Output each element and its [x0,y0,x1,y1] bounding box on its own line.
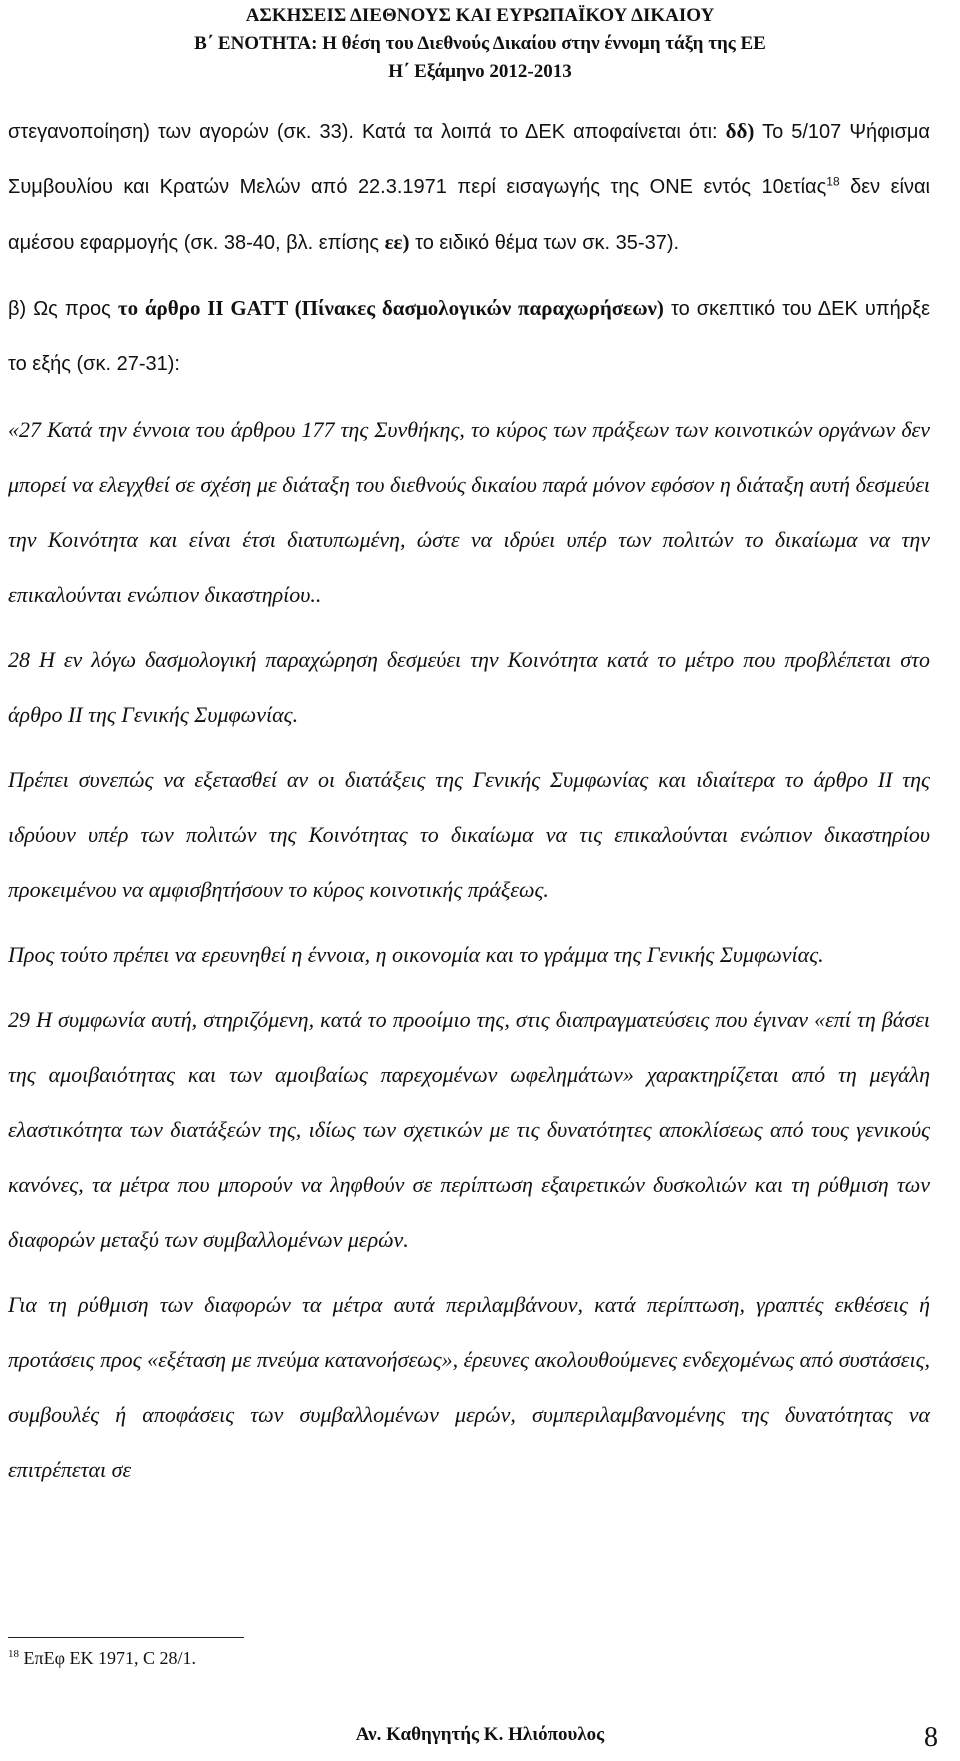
footnote-text: ΕπΕφ ΕΚ 1971, C 28/1. [19,1648,196,1668]
paragraph-gatt: β) Ως προς το άρθρο ΙΙ GATT (Πίνακες δασμολογικών παραχωρήσεων) το σκεπτικό του ΔΕΚ υπήρξε το εξής (σκ. 27-31): [8,296,930,375]
page-number: 8 [924,1722,938,1753]
bold-marker-ee: εε) [384,230,410,254]
bold-marker-dd: δδ) [725,119,755,143]
quote-paragraph: Πρέπει συνεπώς να εξετασθεί αν οι διατάξεις της Γενικής Συμφωνίας και ιδιαίτερα το άρθρο ΙΙ της ιδρύουν υπέρ των πολιτών της Κοινότητας το δικαίωμα να τις επικαλούνται ενώπιον δικαστηρίου προκειμένου να αμφισβητήσουν το κύρος κοινοτικής πράξεως. [8,767,930,902]
footnote-ref-18[interactable]: 18 [826,174,840,189]
running-header [0,0,960,86]
quote-paragraph: 29 Η συμφωνία αυτή, στηριζόμενη, κατά το προοίμιο της, στις διαπραγματεύσεις που έγιναν «επί τη βάσει της αμοιβαιότητας και των αμοιβαίως παρεχομένων ωφελημάτων» χαρακτηρίζεται από τη μεγάλη ελαστικότητα των διατάξεών της, ιδίως των σχετικών με τις δυνατότητες αποκλίσεως από τους γενικούς κανόνες, τα μέτρα που μπορούν να ληφθούν σε περίπτωση εξαιρετικών δυσκολιών και τη ρύθμιση των διαφορών μεταξύ των συμβαλλομένων μερών. [8,1007,930,1252]
bold-gatt-heading: το άρθρο ΙΙ GATT (Πίνακες δασμολογικών παραχωρήσεων) [117,296,664,320]
footer-author: Αν. Καθηγητής Κ. Ηλιόπουλος [355,1724,605,1745]
quote-paragraph: Προς τούτο πρέπει να ερευνηθεί η έννοια, η οικονομία και το γράμμα της Γενικής Συμφωνίας. [8,942,824,967]
footnote-separator [8,1637,244,1638]
paragraph-ddd: στεγανοποίηση) των αγορών (σκ. 33). Κατά τα λοιπά το ΔΕΚ αποφαίνεται ότι: δδ) Το 5/107 Ψήφισμα Συμβουλίου και Κρατών Μελών από 22.3.1971 περί εισαγωγής της ΟΝΕ εντός 10ετίας$^{18}$ δεν είναι αμέσου εφαρμογής (σκ. 38-40, βλ. επίσης εε) το ειδικό θέμα των σκ. 35-37). [8,119,930,254]
quote-paragraph: 28 Η εν λόγω δασμολογική παραχώρηση δεσμεύει την Κοινότητα κατά το μέτρο που προβλέπεται στο άρθρο ΙΙ της Γενικής Συμφωνίας. [8,647,930,727]
header-unit-title: Β΄ ΕΝΟΤΗΤΑ: Η θέση του Διεθνούς Δικαίου στην έννομη τάξη της ΕΕ [194,33,766,54]
quote-paragraph: «27 Κατά την έννοια του άρθρου 177 της Συνθήκης, το κύρος των πράξεων των κοινοτικών οργάνων δεν μπορεί να ελεγχθεί σε σχέση με διάταξη του διεθνούς δικαίου παρά μόνον εφόσον η διάταξη αυτή δεσμεύει την Κοινότητα και είναι έτσι διατυπωμένη, ώστε να ιδρύει υπέρ των πολιτών το δικαίωμα να την επικαλούνται ενώπιον δικαστηρίου.. [8,417,930,607]
main-text [8,104,930,1497]
footnote-number: 18 [8,1648,19,1660]
quote-paragraph: Για τη ρύθμιση των διαφορών τα μέτρα αυτά περιλαμβάνουν, κατά περίπτωση, γραπτές εκθέσεις ή προτάσεις προς «εξέταση με πνεύμα κατανοήσεως», έρευνες ακολουθούμενες ενδεχομένως από συστάσεις, συμβουλές ή αποφάσεις των συμβαλλομένων μερών, συμπεριλαμβανομένης της δυνατότητας να επιτρέπεται σε [8,1292,930,1482]
footnote-18 [8,1648,196,1669]
header-semester: Η΄ Εξάμηνο 2012-2013 [388,61,572,82]
header-course-title: ΑΣΚΗΣΕΙΣ ΔΙΕΘΝΟΥΣ ΚΑΙ ΕΥΡΩΠΑΪΚΟΥ ΔΙΚΑΙΟΥ [245,5,715,26]
